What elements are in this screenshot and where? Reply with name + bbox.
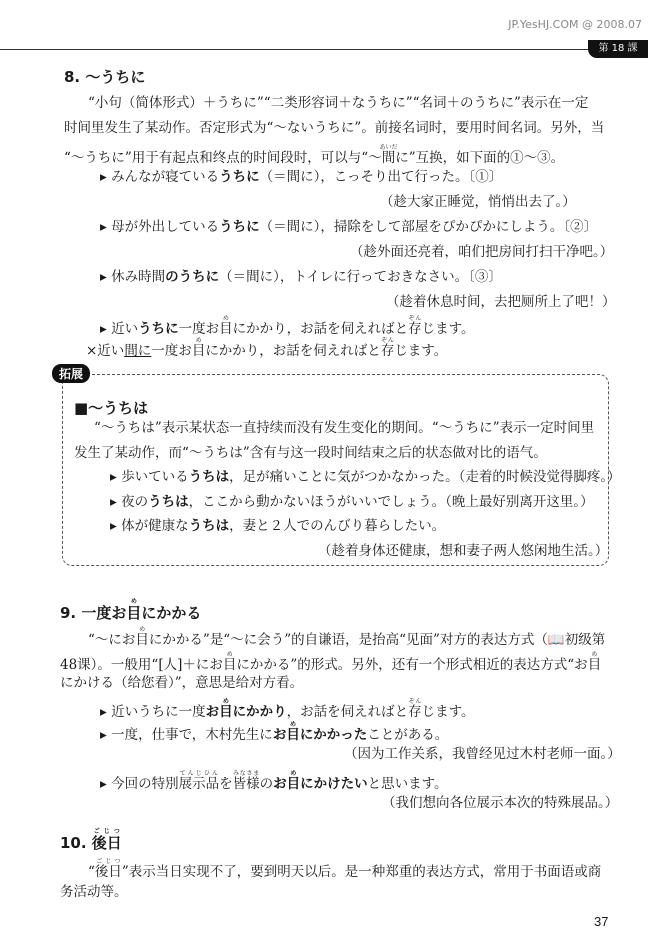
text-segment: にかける（给您看）”，意思是给对方看。 [60,675,304,691]
text-line [110,469,621,485]
ruby-base: 存 [380,343,395,359]
text-line [100,169,502,185]
ruby-base: 目 [219,704,233,720]
text-segment [219,698,233,720]
furigana: ごじつ [91,828,122,835]
furigana: め [219,315,233,322]
lesson-tab: 第 18 課 [588,40,648,58]
text-segment [286,721,300,743]
ruby-base: 後日 [91,834,122,852]
ruby-base: 目 [286,776,301,792]
furigana: め [587,651,602,658]
text-segment [380,337,395,359]
section-heading [60,598,201,623]
text-segment: に”互换，如下面的①～③。 [395,150,565,166]
ruby-base: 展示品 [178,776,220,792]
text-segment: ▸ 体が健康な [110,518,189,534]
text-line [94,420,594,436]
text-segment: お [272,727,287,743]
text-segment [408,698,422,720]
text-segment: （＝間に），トイレに行っておきなさい。〔③〕 [219,269,502,285]
text-segment: うちは [148,494,189,510]
text-segment: うちに [138,321,179,337]
furigana: あいだ [379,144,398,151]
furigana: ぞん [380,337,395,344]
text-segment: ▸ 歩いている [110,469,189,485]
ruby-base: 目 [219,321,233,337]
text-line [318,543,608,559]
text-segment: （我们想向各位展示本次的特殊展品。） [382,795,619,811]
text-segment: ▸ 夜の [110,494,149,510]
text-segment: にかかり，お話を伺えればと [232,321,409,337]
text-segment [219,315,233,337]
text-segment: ▸ 今回の特別 [100,776,179,792]
text-segment: にかかる [141,604,202,622]
text-segment: じます。 [421,321,475,337]
ruby-base: 目 [126,604,142,622]
text-segment: うちに [219,219,260,235]
text-segment: にかけたい [300,776,368,792]
text-segment: ，足が痛いことに気がつかなかった。（走着的时候没觉得脚疼。） [229,469,621,485]
text-segment [135,626,149,648]
ruby-base: 目 [286,727,300,743]
furigana: め [135,626,149,633]
text-segment [91,828,122,852]
text-line [100,770,448,792]
text-segment: ，ここから動かないほうがいいでしょう。（晚上最好别离开这里。） [188,494,594,510]
text-segment [178,770,220,792]
text-segment: にかかる”是“～に会う”的自谦语，是抬高“见面”对方的表达方式（📖初级第 [148,632,606,648]
furigana: てんじひん [178,770,220,777]
ruby-base: 目 [191,343,206,359]
text-segment: “小句（简体形式）＋うちに”“二类形容词＋なうちに”“名词＋のうちに”表示在一定 [88,95,589,111]
furigana: ぞん [408,698,422,705]
text-line [88,626,605,648]
text-segment: ▸ みんなが寝ている [100,169,220,185]
text-line [344,746,621,762]
text-segment: 間に [124,343,152,359]
text-segment: （趁着休息时间，去把厕所上了吧！） [386,294,616,310]
text-segment: ，妻と２人でのんびり暮らしたい。 [229,518,446,534]
text-segment: ▸ 休み時間 [100,269,166,285]
text-segment: 9. 一度お [60,604,127,622]
text-segment: “ [88,864,95,880]
text-segment [232,770,260,792]
text-segment [408,315,422,337]
text-segment: ■～うちは [74,399,149,417]
furigana: ぞん [408,315,422,322]
text-segment: “～にお [88,632,136,648]
text-line [100,219,597,235]
text-line [100,315,475,337]
text-segment: （＝間に），掃除をして部屋をぴかぴかにしよう。〔②〕 [259,219,598,235]
ruby-base: 存 [408,321,422,337]
section-heading [60,828,122,853]
text-segment: 发生了某动作，而“～うちは”含有与这一段时间结束之后的状态做对比的语气。 [74,445,547,461]
text-segment [126,598,142,622]
text-segment: お [205,704,220,720]
text-line [64,120,604,136]
furigana: め [286,721,300,728]
text-line [88,95,588,111]
furigana: め [219,698,233,705]
text-segment: （趁外面还亮着，咱们把房间打扫干净吧。） [350,244,614,260]
text-line [110,518,445,534]
text-line [64,144,564,166]
text-segment: ▸ 一度，仕事で，木村先生に [100,727,273,743]
ruby-base: 存 [408,704,422,720]
text-segment: にかかる”的形式。另外，还有一个形式相近的表达方式“お [236,657,588,673]
watermark: JP.YesHJ.COM @ 2008.07 [508,18,642,31]
text-segment: “～うちは”表示某状态一直持续而没有发生变化的期间。“～うちに”表示一定时间里 [94,420,595,436]
text-segment [286,770,301,792]
text-segment: じます。 [394,343,448,359]
text-segment: （＝間に），こっそり出て行った。〔①〕 [259,169,503,185]
text-segment [379,144,398,166]
text-segment: にかかり [232,704,287,720]
furigana: ごじつ [94,858,122,865]
text-segment: ×近い [86,343,125,359]
furigana: みなさま [232,770,260,777]
text-segment: 一度お [178,321,220,337]
text-segment: “～うちに”用于有起点和终点的时间段时，可以与“～ [64,150,382,166]
text-line [60,675,303,691]
extension-badge: 拓展 [52,364,90,383]
text-segment: うちは [188,469,230,485]
ruby-base: 皆様 [232,776,260,792]
text-segment: お [273,776,287,792]
text-segment: の [259,776,274,792]
text-segment: 48课）。一般用“[人]＋にお [60,657,223,673]
text-segment: （趁着身体还健康，想和妻子两人悠闲地生活。） [318,543,609,559]
text-segment: にかかった [299,727,368,743]
ruby-base: 後日 [94,864,122,880]
ruby-base: 間 [379,150,398,166]
text-segment: ことがある。 [367,727,449,743]
text-segment: ，お話を伺えればと [286,704,409,720]
text-segment [191,337,206,359]
text-segment: （趁大家正睡觉，悄悄出去了。） [380,194,576,210]
text-segment: にかかり，お話を伺えればと [205,343,381,359]
furigana: め [222,651,237,658]
ruby-base: 目 [135,632,149,648]
page-number: 37 [594,914,609,929]
text-line [60,651,601,673]
text-line [110,494,594,510]
ruby-base: 目 [222,657,237,673]
text-line [100,721,448,743]
text-segment [222,651,237,673]
furigana: め [191,337,206,344]
text-line [100,269,502,285]
text-segment [587,651,602,673]
text-segment: ▸ 近いうちに一度 [100,704,206,720]
text-line [88,858,601,880]
text-line [350,244,613,260]
text-segment: と思います。 [367,776,448,792]
text-line [100,698,475,720]
text-line [86,337,447,359]
text-line [382,795,618,811]
text-segment: うちは [188,518,230,534]
furigana: め [286,770,301,777]
text-segment: 8. ～うちに [64,68,146,86]
text-segment: を [219,776,233,792]
text-segment [94,858,122,880]
text-segment: 一度お [151,343,192,359]
text-line [386,294,616,310]
text-segment: 10. [60,834,92,852]
text-segment: のうちに [165,269,220,285]
text-segment: うちに [219,169,260,185]
ruby-base: 目 [587,657,602,673]
text-line [74,445,547,461]
text-line [60,884,128,900]
furigana: め [126,598,142,605]
text-segment: ▸ 母が外出している [100,219,220,235]
text-line [380,194,576,210]
text-segment: ”表示当日实现不了，要到明天以后。是一种郑重的表达方式，常用于书面语或商 [121,864,602,880]
text-segment: （因为工作关系，我曾经见过木村老师一面。） [344,746,621,762]
text-segment: 时间里发生了某动作。否定形式为“～ないうちに”。前接名词时，要用时间名词。另外，当 [64,120,605,136]
section-heading [64,66,145,87]
header-rule [0,49,640,50]
text-segment: 务活动等。 [60,884,128,900]
text-segment: ▸ 近い [100,321,139,337]
text-segment: じます。 [421,704,475,720]
section-heading [74,397,148,418]
